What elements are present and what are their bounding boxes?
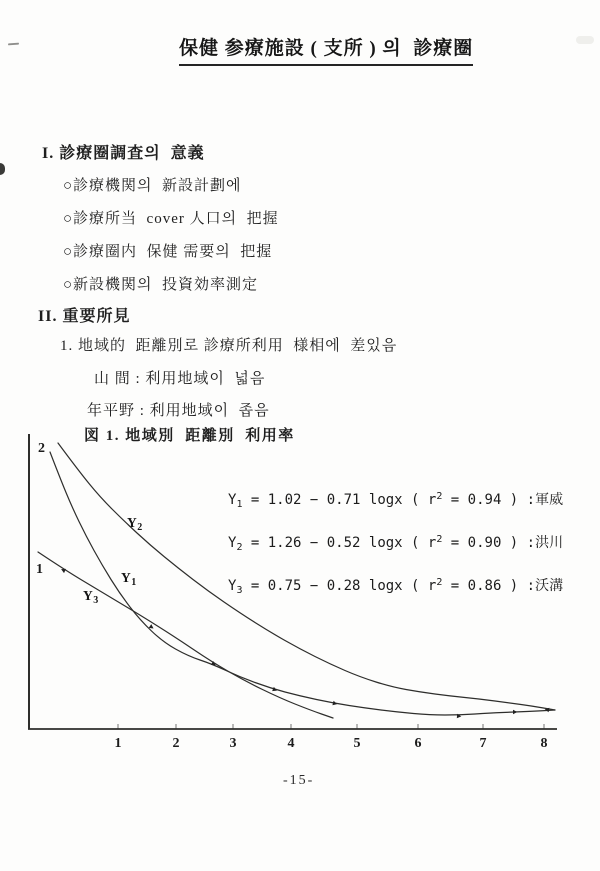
section2-item: 1. 地域的 距離別로 診療所利用 様相에 差있음 bbox=[60, 338, 398, 354]
equation-y2: $Y_2 = 1.26 - 0.52$ logx ( $r^2 = 0.90$ ) :洪川 bbox=[228, 534, 564, 553]
data-point-marker bbox=[211, 661, 217, 667]
x-axis-tick-label: 6 bbox=[414, 736, 422, 751]
x-axis-tick-label: 8 bbox=[540, 736, 548, 751]
section2-heading: II. 重要所見 bbox=[38, 308, 131, 325]
x-axis-tick-label: 7 bbox=[479, 736, 487, 751]
scan-artifact-dash bbox=[8, 43, 19, 46]
x-axis-tick-label: 4 bbox=[287, 736, 295, 751]
scan-artifact-edge-blob bbox=[0, 163, 5, 175]
curve-label-y2: $Y_2$ bbox=[127, 515, 143, 533]
curve-label-y1: $Y_1$ bbox=[121, 570, 137, 588]
bullet-item: ○診療機関의 新設計劃에 bbox=[63, 178, 242, 194]
page-number: -15- bbox=[283, 773, 315, 788]
page-title: 保健 参療施設 ( 支所 ) 의 診療圈 bbox=[179, 33, 473, 66]
y-axis-value-label: 2 bbox=[38, 441, 45, 456]
data-point-marker bbox=[272, 687, 278, 693]
curve-label-y3: $Y_3$ bbox=[83, 588, 99, 606]
y-axis-value-label: 1 bbox=[36, 562, 43, 577]
section2-subitem-plain: 年平野 : 利用地域이 좁음 bbox=[87, 403, 270, 419]
bullet-item: ○新設機関의 投資効率測定 bbox=[63, 277, 259, 293]
regression-equations bbox=[228, 486, 563, 615]
data-point-marker bbox=[60, 567, 66, 573]
section1-bullet-list bbox=[63, 176, 279, 308]
section2-subitem-mountain: 山 間 : 利用地域이 넓음 bbox=[94, 371, 266, 387]
x-axis-tick-label: 1 bbox=[114, 736, 122, 751]
data-point-marker bbox=[544, 707, 549, 712]
x-axis-tick-label: 2 bbox=[172, 736, 180, 751]
equation-y3: $Y_3 = 0.75 - 0.28$ logx ( $r^2 = 0.86$ ) :沃溝 bbox=[228, 577, 564, 596]
equation-y1: $Y_1 = 1.02 - 0.71$ logx ( $r^2 = 0.94$ ) :軍威 bbox=[228, 491, 564, 510]
x-axis-tick-label: 3 bbox=[229, 736, 237, 751]
data-point-marker bbox=[513, 710, 517, 715]
figure-caption: 図 1. 地域別 距離別 利用率 bbox=[84, 428, 295, 444]
bullet-item: ○診療圈内 保健 需要의 把握 bbox=[63, 244, 273, 260]
x-axis-tick-label: 5 bbox=[353, 736, 361, 751]
section1-heading: I. 診療圈調査의 意義 bbox=[42, 145, 205, 162]
data-point-marker bbox=[332, 701, 337, 707]
data-point-marker bbox=[149, 624, 155, 630]
bullet-item: ○診療所当 cover 人口의 把握 bbox=[63, 211, 279, 227]
data-point-marker bbox=[457, 714, 462, 719]
scan-artifact-smudge bbox=[576, 36, 594, 44]
